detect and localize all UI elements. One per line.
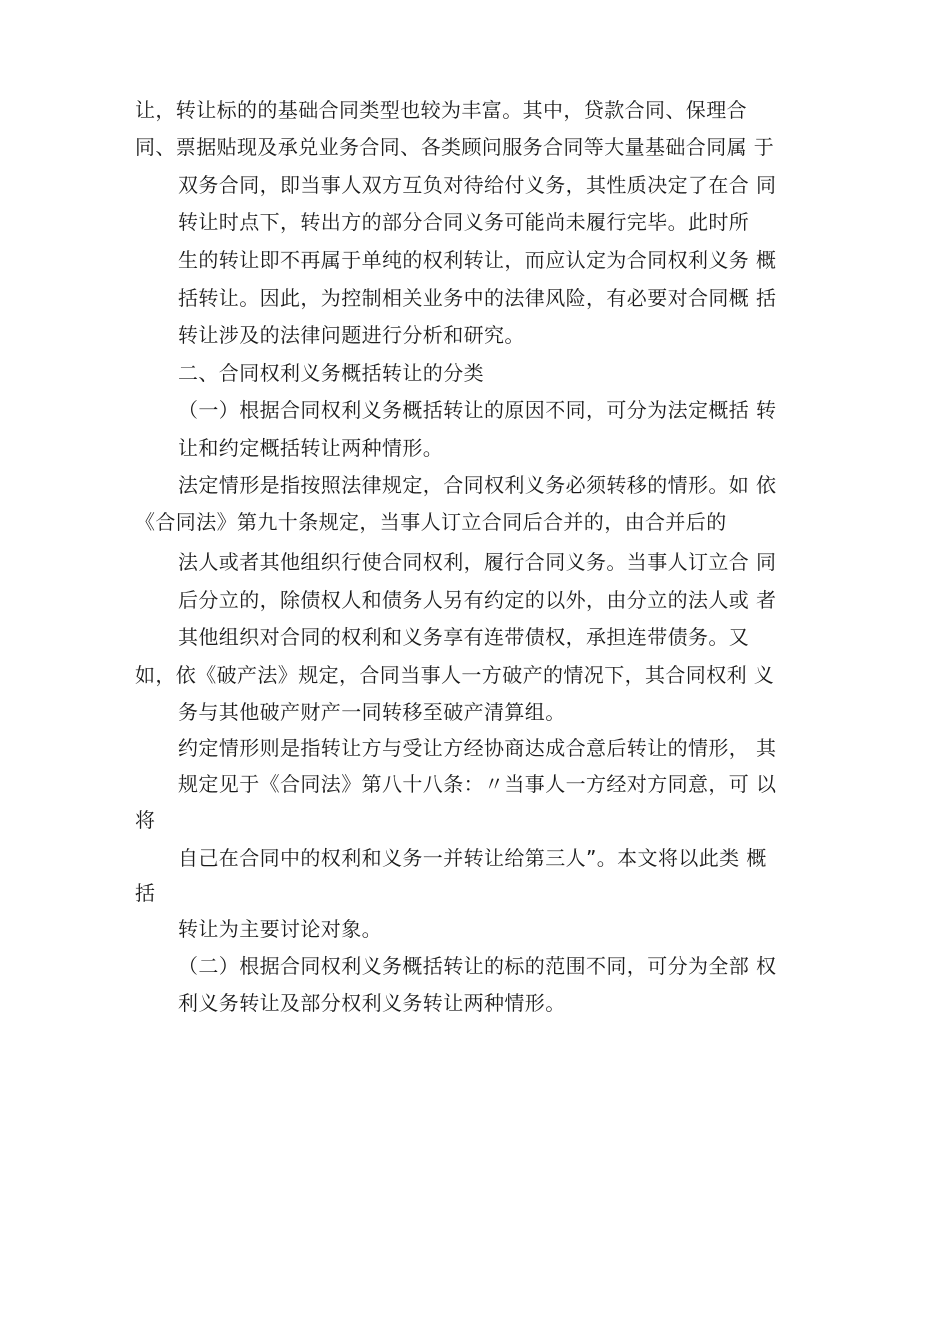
text-line: 双务合同，即当事人双方互负对待给付义务，其性质决定了在合 同 [178, 173, 777, 197]
text-line: 法人或者其他组织行使合同权利，履行合同义务。当事人订立合 同 [178, 550, 777, 574]
text-line: 将 [135, 808, 156, 832]
text-line: 务与其他破产财产一同转移至破产清算组。 [178, 700, 566, 724]
text-line: 转让为主要讨论对象。 [178, 917, 382, 941]
subsection-heading: （一）根据合同权利义务概括转让的原因不同，可分为法定概括 转 [178, 398, 777, 422]
text-line: 同、票据贴现及承兑业务合同、各类顾问服务合同等大量基础合同属 于 [135, 135, 775, 159]
text-line: 生的转让即不再属于单纯的权利转让，而应认定为合同权利义务 概 [178, 248, 777, 272]
text-line: 括转让。因此，为控制相关业务中的法律风险，有必要对合同概 括 [178, 286, 777, 310]
text-line: 其他组织对合同的权利和义务享有连带债权，承担连带债务。又 [178, 625, 750, 649]
text-line: 法定情形是指按照法律规定，合同权利义务必须转移的情形。如 依 [178, 473, 777, 497]
text-line: 让和约定概括转让两种情形。 [178, 436, 444, 460]
text-line: 转让涉及的法律问题进行分析和研究。 [178, 323, 525, 347]
text-line: 转让时点下，转出方的部分合同义务可能尚未履行完毕。此时所 [178, 210, 750, 234]
text-line: 后分立的，除债权人和债务人另有约定的以外，由分立的法人或 者 [178, 588, 777, 612]
subsection-heading: （二）根据合同权利义务概括转让的标的范围不同，可分为全部 权 [178, 954, 777, 978]
text-line: 规定见于《合同法》第八十八条：〃当事人一方经对方同意，可 以 [178, 772, 777, 796]
text-line: 括 [135, 881, 156, 905]
section-heading: 二、合同权利义务概括转让的分类 [178, 361, 484, 385]
text-line: 约定情形则是指转让方与受让方经协商达成合意后转让的情形， 其 [178, 736, 777, 760]
text-line: 自己在合同中的权利和义务一并转让给第三人”。本文将以此类 概 [178, 846, 767, 870]
text-line: 《合同法》第九十条规定，当事人订立合同后合并的，由合并后的 [135, 510, 727, 534]
text-line: 如，依《破产法》规定，合同当事人一方破产的情况下，其合同权利 义 [135, 663, 775, 687]
text-line: 利义务转让及部分权利义务转让两种情形。 [178, 991, 566, 1015]
text-line: 让，转让标的的基础合同类型也较为丰富。其中，贷款合同、保理合 [135, 98, 747, 122]
